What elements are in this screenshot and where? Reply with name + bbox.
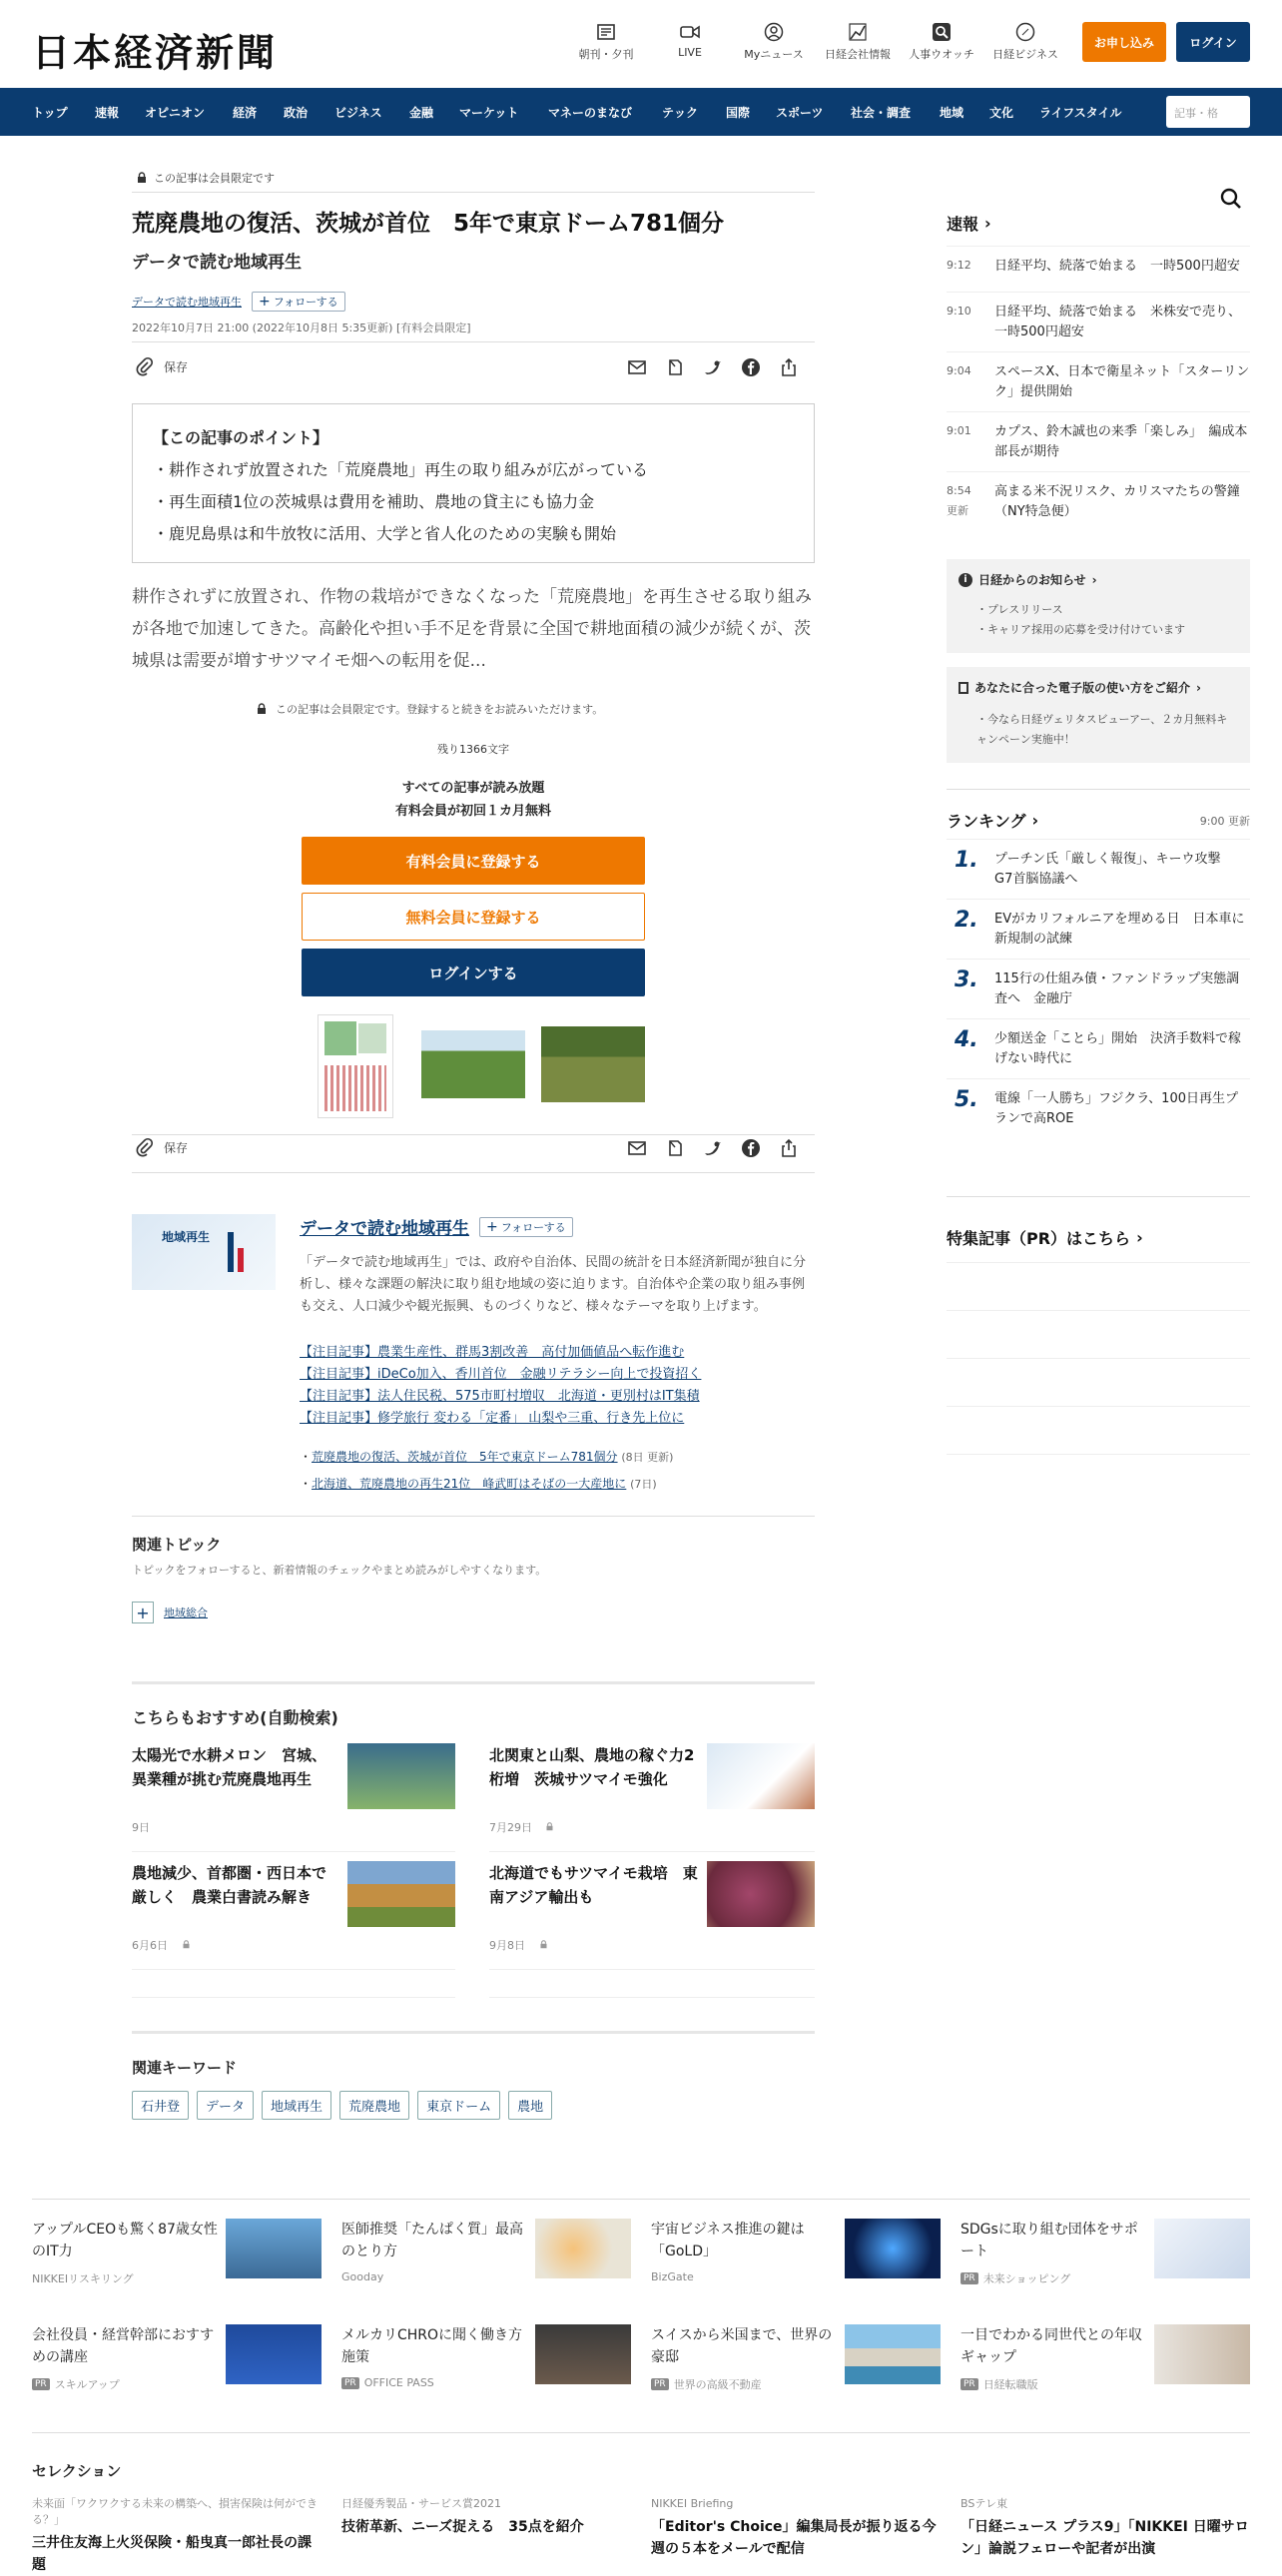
clip-article-icon[interactable] (665, 1138, 685, 1158)
nav-item-finance[interactable]: 金融 (409, 106, 434, 120)
bullet: ・ (300, 1477, 313, 1491)
promo-item[interactable]: アップルCEOも驚く87歳女性のIT力 NIKKEIリスキリング (32, 2219, 321, 2306)
topics-heading: 関連トピック (132, 1536, 222, 1554)
share-icon[interactable] (779, 1138, 799, 1158)
ranking-heading[interactable]: ランキング › (947, 811, 1039, 831)
nav-item-opinion[interactable]: オピニオン (145, 106, 206, 120)
nav-item-business[interactable]: ビジネス (334, 106, 382, 120)
nav-item-market[interactable]: マーケット (459, 106, 519, 120)
breaking-heading[interactable]: 速報 › (947, 214, 991, 234)
keyword-tag[interactable]: 石井登 (132, 2091, 189, 2120)
chevron-right-icon: › (1031, 811, 1039, 830)
article-title: 荒廃農地の復活、茨城が首位 5年で東京ドーム781個分 (132, 211, 725, 237)
series-banner-image[interactable]: 地域再生 (132, 1214, 276, 1290)
keyword-tag[interactable]: 東京ドーム (417, 2091, 500, 2120)
nav-item-money[interactable]: マネーのまなび (548, 106, 633, 120)
nav-item-top[interactable]: トップ (32, 106, 68, 120)
promo-item[interactable]: 会社役員・経営幹部におすすめの講座 PR スキルアップ (32, 2324, 321, 2412)
recommend-item[interactable]: 北関東と山梨、農地の稼ぐ力2桁増 茨城サツマイモ強化 7月29日 (489, 1743, 815, 1835)
article-date: 2022年10月7日 21:00 (2022年10月8日 5:35更新) [有料会員限定] (132, 322, 471, 334)
cattle-photo-thumbnail[interactable] (541, 1026, 645, 1102)
facebook-icon[interactable] (741, 357, 761, 377)
notice-link[interactable]: ・キャリア採用の応募を受け付けています (976, 623, 1185, 636)
register-paid-button[interactable]: 有料会員に登録する (302, 837, 645, 885)
promo-item[interactable]: 一目でわかる同世代との年収ギャップ PR 日経転職版 (961, 2324, 1250, 2412)
login-button[interactable]: ログイン (1176, 22, 1250, 62)
promo-thumb (226, 2219, 321, 2278)
series-link[interactable]: データで読む地域再生 (132, 296, 242, 309)
promo-thumb (845, 2324, 941, 2384)
ranking-time: 9:00 更新 (1199, 815, 1250, 828)
pr-heading[interactable]: 特集記事（PR）はこちら › (947, 1228, 1143, 1248)
nikkei-logo[interactable]: 日本経済新聞 (32, 30, 279, 75)
header-mynews[interactable]: Myニュース (735, 22, 813, 62)
promo-thumb (535, 2324, 631, 2384)
site-header (0, 0, 1282, 88)
bullet: ・ (300, 1450, 313, 1464)
nav-item-world[interactable]: 国際 (726, 106, 751, 120)
nav-item-lifestyle[interactable]: ライフスタイル (1039, 106, 1122, 120)
topics-note: トピックをフォローすると、新着情報のチェックやまとめ読みがしやすくなります。 (132, 1564, 547, 1577)
paywall-note: この記事は会員限定です。登録すると続きをお読みいただけます。 (256, 701, 603, 717)
ranking-item[interactable]: 4. 少額送金「ことら」開始 決済手数料で稼げない時代に (947, 1018, 1250, 1076)
chevron-right-icon: › (1196, 680, 1201, 695)
related-article-link[interactable]: 北海道、荒廃農地の再生21位 峰武町はそばの一大産地に (312, 1477, 627, 1491)
paperclip-icon (136, 1138, 154, 1156)
save-button-bottom[interactable]: 保存 (136, 1138, 188, 1156)
series-title-link[interactable]: データで読む地域再生 (300, 1219, 469, 1239)
clip-article-icon[interactable] (665, 357, 685, 377)
person-icon (764, 22, 784, 42)
series-row (132, 292, 345, 312)
selection-item[interactable]: 日経優秀製品・サービス賞2021 技術革新、ニーズ捉える 35点を紹介 (341, 2497, 584, 2535)
member-badge: この記事は会員限定です (136, 170, 275, 186)
twitter-icon[interactable] (703, 357, 723, 377)
guide-link[interactable]: ・今なら日経ヴェリタスビューアー、２カ月無料キャンペーン実施中！ (976, 713, 1228, 746)
book-icon (959, 682, 968, 694)
ranking-item[interactable]: 2. EVがカリフォルニアを埋める日 日本車に新規制の試練 (947, 899, 1250, 957)
nav-item-culture[interactable]: 文化 (989, 106, 1014, 120)
header-jinji[interactable]: 人事ウオッチ (903, 22, 980, 62)
recommend-thumb (707, 1861, 815, 1927)
twitter-icon[interactable] (703, 1138, 723, 1158)
keyword-tag[interactable]: 地域再生 (262, 2091, 331, 2120)
video-icon (679, 22, 701, 42)
nav-item-society[interactable]: 社会・調査 (851, 106, 912, 120)
search-icon[interactable] (1218, 186, 1244, 212)
promo-thumb (1154, 2324, 1250, 2384)
login-cta-button[interactable]: ログインする (302, 949, 645, 996)
guide-box (947, 667, 1250, 763)
remaining-chars: 残り1366文字 (437, 743, 509, 756)
article-subtitle: データで読む地域再生 (132, 253, 302, 273)
notable-article-link[interactable]: 【注目記事】修学旅行 変わる「定番」 山梨や三重、行き先上位に (300, 1411, 685, 1426)
lock-icon (256, 703, 268, 715)
selection-item[interactable]: BSテレ東 「日経ニュース プラス9」「NIKKEI 日曜サロン」論説フェローや記者が出演 (961, 2497, 1249, 2557)
info-icon: i (959, 573, 972, 587)
ranking-item[interactable]: 3. 115行の仕組み債・ファンドラップ実態調査へ 金融庁 (947, 959, 1250, 1016)
notice-heading[interactable]: i 日経からのお知らせ › (959, 571, 1238, 588)
paperclip-icon (136, 357, 154, 375)
related-article-link[interactable]: 荒廃農地の復活、茨城が首位 5年で東京ドーム781個分 (312, 1450, 618, 1464)
promo-thumb (845, 2219, 941, 2278)
nav-item-region[interactable]: 地域 (940, 106, 964, 120)
point-item: ・鹿児島県は和牛放牧に活用、大学と省人化のための実験も開始 (153, 524, 617, 543)
article-points (132, 403, 815, 563)
chevron-right-icon: › (1136, 1228, 1143, 1247)
notice-link[interactable]: ・プレスリリース (976, 603, 1063, 616)
recommend-item[interactable]: 太陽光で水耕メロン 宮城、異業種が挑む荒廃農地再生 9日 (132, 1743, 455, 1835)
keyword-list (132, 2091, 560, 2120)
recommend-thumb (347, 1861, 455, 1927)
breaking-item[interactable]: 9:10 日経平均、続落で始まる 米株安で売り、一時500円超安 (947, 292, 1250, 347)
main-nav (0, 88, 1282, 136)
header-business[interactable]: 日経ビジネス (986, 22, 1064, 62)
facebook-icon[interactable] (741, 1138, 761, 1158)
selection-heading: セレクション (32, 2462, 122, 2480)
plus-icon: + (132, 1602, 154, 1623)
promo-thumb (1154, 2219, 1250, 2278)
mail-icon[interactable] (627, 357, 647, 377)
plus-icon: + (486, 1218, 498, 1235)
search-input[interactable]: 記事・格 (1166, 96, 1250, 128)
promo-item[interactable]: 宇宙ビジネス推進の鍵は「GoLD」 BizGate (651, 2219, 941, 2306)
share-bar-bottom (627, 1138, 799, 1158)
register-free-button[interactable]: 無料会員に登録する (302, 893, 645, 941)
chevron-right-icon: › (984, 214, 991, 233)
article-lead: 耕作されずに放置され、作物の栽培ができなくなった「荒廃農地」を再生させる取り組みが各地で加速してきた。高齢化や担い手不足を背景に全国で耕地面積の減少が続くが、茨城県は需要が増すサツマイモ畑への転用を促... (132, 587, 813, 671)
lock-icon (545, 1822, 554, 1831)
follow-button[interactable]: + フォローする (252, 292, 345, 312)
offer-line-2: 有料会員が初回１カ月無料 (394, 804, 551, 819)
points-title: 【この記事のポイント】 (153, 428, 329, 447)
lock-icon (539, 1940, 548, 1949)
field-photo-thumbnail[interactable] (421, 1030, 525, 1098)
nav-item-tech[interactable]: テック (662, 106, 699, 120)
promo-thumb (535, 2219, 631, 2278)
compass-icon (1015, 22, 1035, 42)
newspaper-icon (596, 22, 616, 42)
ranking-item[interactable]: 5. 電線「一人勝ち」フジクラ、100日再生プランで高ROE (947, 1078, 1250, 1136)
breaking-item[interactable]: 8:54 更新 高まる米不況リスク、カリスマたちの警鐘（NY特急便） (947, 471, 1250, 527)
recommend-thumb (707, 1743, 815, 1809)
point-item: ・再生面積1位の茨城県は費用を補助、農地の貸主にも協力金 (153, 492, 595, 511)
series-related-list: ・荒廃農地の復活、茨城が首位 5年で東京ドーム781個分 (8日 更新) ・北海道、荒廃農地の再生21位 峰武町はそばの一大産地に (7日) (300, 1450, 674, 1491)
header-company-info[interactable]: 日経会社情報 (819, 22, 897, 62)
share-bar (627, 357, 799, 377)
point-item: ・耕作されず放置された「荒廃農地」再生の取り組みが広がっている (153, 460, 649, 479)
recommend-item[interactable]: 農地減少、首都圏・西日本で厳しく 農業白書読み解き 6月6日 (132, 1861, 455, 1953)
notable-article-link[interactable]: 【注目記事】法人住民税、575市町村増収 北海道・更別村はIT集積 (300, 1389, 700, 1404)
series-notable-list (300, 1342, 815, 1430)
notable-article-link[interactable]: 【注目記事】農業生産性、群馬3割改善 高付加価値品へ転作進む (300, 1345, 685, 1360)
chevron-right-icon: › (1091, 572, 1097, 587)
series-description: 「データで読む地域再生」では、政府や自治体、民間の統計を日本経済新聞が独自に分析し、様々な課題の解決に取り組む地域の姿に迫ります。自治体や企業の取り組み事例も交え、人口減少や観光振興、ものづくりなど、様々なテーマを取り上げます。 (300, 1255, 807, 1314)
notice-box (947, 559, 1250, 653)
topic-item[interactable]: + 地域総合 (132, 1602, 208, 1623)
breaking-item[interactable]: 9:04 スペースX、日本で衛星ネット「スターリンク」提供開始 (947, 351, 1250, 407)
plus-icon: + (259, 294, 271, 310)
keyword-tag[interactable]: データ (197, 2091, 254, 2120)
recommend-thumb (347, 1743, 455, 1809)
nav-item-sports[interactable]: スポーツ (776, 106, 824, 120)
guide-heading[interactable]: あなたに合った電子版の使い方をご紹介 › (959, 679, 1238, 696)
nav-item-economy[interactable]: 経済 (233, 106, 258, 120)
header-edition[interactable]: 朝刊・夕刊 (567, 22, 645, 62)
nav-item-politics[interactable]: 政治 (284, 106, 309, 120)
lock-icon (136, 172, 148, 184)
promo-item[interactable]: 医師推奨「たんぱく質」最高のとり方 Gooday (341, 2219, 631, 2306)
keywords-heading: 関連キーワード (132, 2059, 238, 2077)
save-button[interactable]: 保存 (136, 357, 188, 375)
keyword-tag[interactable]: 荒廃農地 (339, 2091, 409, 2120)
nav-item-sokuho[interactable]: 速報 (95, 106, 120, 120)
selection-item[interactable]: NIKKEI Briefing 「Editor's Choice」編集局長が振り返る今週の５本をメールで配信 (651, 2497, 937, 2557)
breaking-item[interactable]: 9:01 カプス、鈴木誠也の来季「楽しみ」 編成本部長が期待 (947, 411, 1250, 467)
search-person-icon (932, 22, 952, 42)
promo-item[interactable]: SDGsに取り組む団体をサポート PR 未来ショッピング (961, 2219, 1250, 2306)
series-header (300, 1214, 573, 1239)
ranking-item[interactable]: 1. プーチン氏「厳しく報復」、キーウ攻撃 G7首脳協議へ (947, 839, 1250, 897)
recommend-item[interactable]: 北海道でもサツマイモ栽培 東南アジア輸出も 9月8日 (489, 1861, 815, 1953)
promo-item[interactable]: スイスから米国まで、世界の豪邸 PR 世界の高級不動産 (651, 2324, 941, 2412)
chart-icon (848, 22, 868, 42)
share-icon[interactable] (779, 357, 799, 377)
notable-article-link[interactable]: 【注目記事】iDeCo加入、香川首位 金融リテラシー向上で投資招く (300, 1367, 702, 1382)
promo-thumb (226, 2324, 321, 2384)
lock-icon (182, 1940, 191, 1949)
promo-item[interactable]: メルカリCHROに聞く働き方施策 PR OFFICE PASS (341, 2324, 631, 2412)
offer-line-1: すべての記事が読み放題 (401, 781, 545, 796)
subscribe-button[interactable]: お申し込み (1082, 22, 1166, 62)
mail-icon[interactable] (627, 1138, 647, 1158)
graph-thumbnail[interactable] (318, 1014, 393, 1118)
selection-item[interactable]: 未来面「ワクワクする未来の構築へ、損害保険は何ができる？」 三井住友海上火災保険・船曳真一郎社長の課題 (32, 2497, 318, 2573)
recommend-heading: こちらもおすすめ(自動検索) (132, 1708, 338, 1727)
breaking-item[interactable]: 9:12 日経平均、続落で始まる 一時500円超安 (947, 246, 1250, 290)
header-live[interactable]: LIVE (651, 22, 729, 59)
series-follow-button[interactable]: + フォローする (479, 1217, 573, 1237)
keyword-tag[interactable]: 農地 (508, 2091, 552, 2120)
